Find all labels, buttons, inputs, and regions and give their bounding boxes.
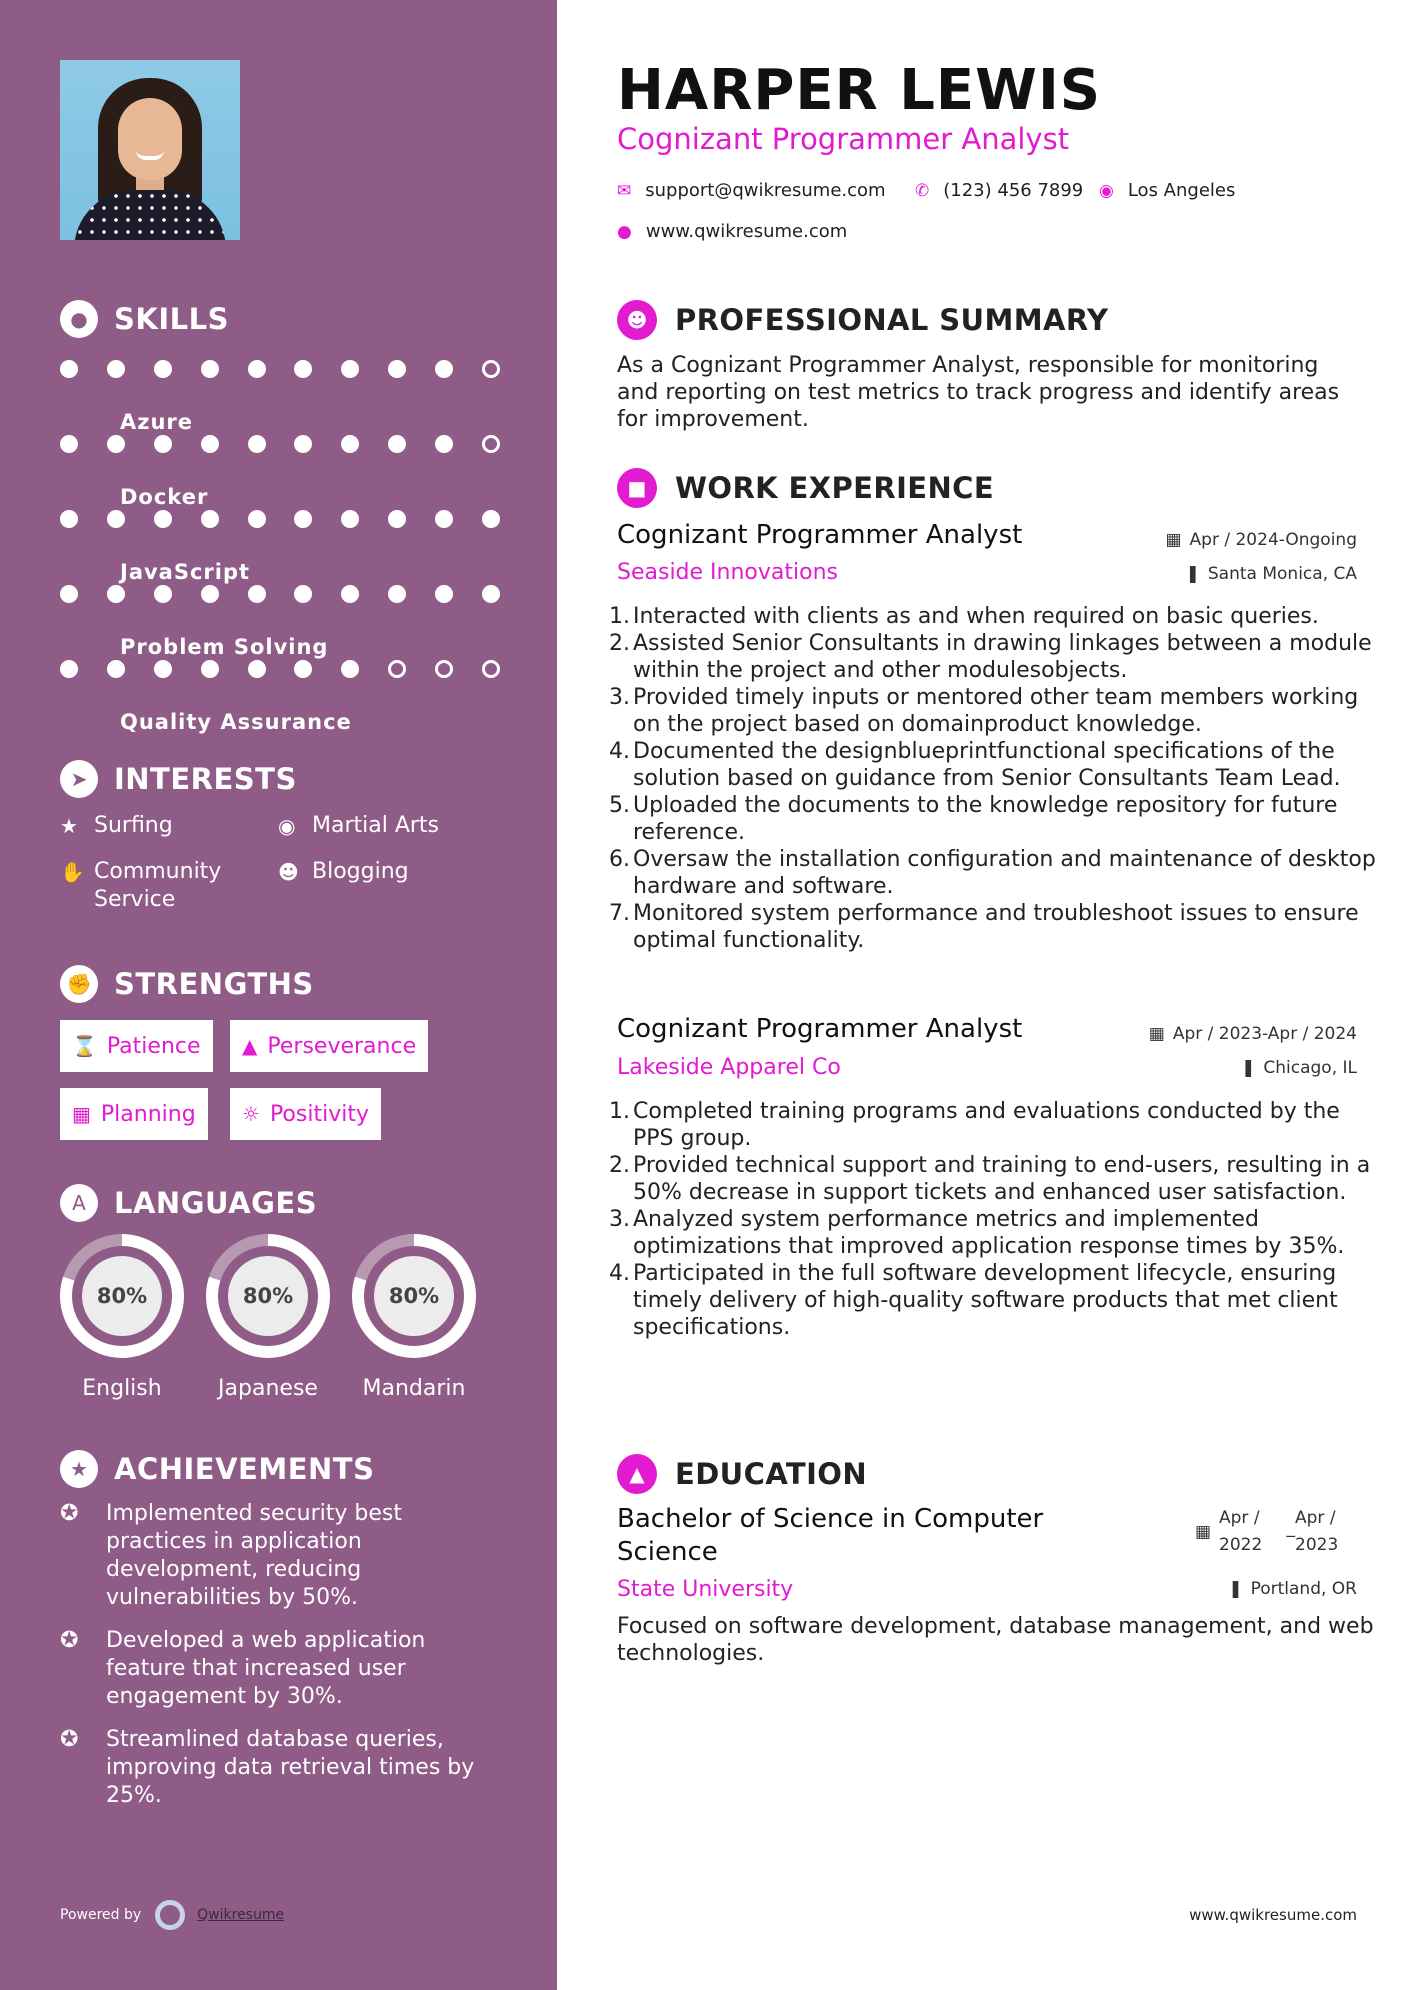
- rating-dot: [435, 510, 453, 528]
- rating-dot: [248, 435, 266, 453]
- job-company: Lakeside Apparel Co: [617, 1055, 841, 1080]
- footer-url[interactable]: www.qwikresume.com: [1189, 1906, 1357, 1924]
- chair-icon: ■: [617, 468, 657, 508]
- language-progress-ring: [60, 1234, 184, 1358]
- language-name: English: [82, 1376, 162, 1401]
- rating-dot: [294, 510, 312, 528]
- achievement-item: ✪ Implemented security best practices in application development, reducing vulnerabilities by 50%.: [60, 1501, 402, 1610]
- language-progress-ring: [206, 1234, 330, 1358]
- sun-icon: ☼: [242, 1102, 260, 1126]
- summary-text: As a Cognizant Programmer Analyst, responsible for monitoring and reporting on test metrics to track progress and identify areas for improvement.: [617, 353, 1340, 432]
- calendar-icon: ▦: [1165, 530, 1182, 550]
- rating-dot: [107, 585, 125, 603]
- shooting-star-icon: ✪: [60, 1628, 79, 1653]
- contact-location: ◉ Los Angeles: [1099, 180, 1236, 201]
- rating-dot: [294, 660, 312, 678]
- globe-icon: ◉: [278, 814, 296, 838]
- rating-dot: [388, 510, 406, 528]
- envelope-icon: ✉: [617, 180, 632, 201]
- strength-tag: ☼ Positivity: [230, 1088, 381, 1140]
- interest-item: ◉ Martial Arts: [278, 813, 440, 838]
- languages-heading: A LANGUAGES: [60, 1184, 317, 1222]
- achievements-heading: ★ ACHIEVEMENTS: [60, 1450, 374, 1488]
- rating-dot: [294, 360, 312, 378]
- globe-icon: ●: [617, 221, 632, 242]
- list-item: 1. Completed training programs and evaluations conducted by the PPS group.: [609, 1099, 1340, 1151]
- language-item: [60, 1234, 184, 1401]
- rating-dot: [294, 585, 312, 603]
- rating-dot: [154, 360, 172, 378]
- paper-plane-icon: ➤: [60, 760, 98, 798]
- lightbulb-icon: ●: [60, 300, 98, 338]
- rating-dot: [60, 435, 78, 453]
- rating-dot: [482, 360, 500, 378]
- skill-rating: [60, 585, 500, 603]
- road-icon: ▲: [242, 1034, 258, 1058]
- rating-dot: [435, 435, 453, 453]
- job-bullets: [609, 603, 1377, 954]
- rating-dot: [435, 360, 453, 378]
- list-item: 4. Documented the designblueprintfunctional specifications of the solution based on guidance from Senior Consultants Team Lead.: [609, 739, 1341, 791]
- language-name: Mandarin: [362, 1376, 466, 1401]
- rating-dot: [482, 510, 500, 528]
- shooting-star-icon: ✪: [60, 1501, 79, 1526]
- strength-tag: ▦ Planning: [60, 1088, 208, 1140]
- rating-dot: [60, 360, 78, 378]
- skill-rating: [60, 435, 500, 453]
- rating-dot: [341, 585, 359, 603]
- skill-item: [60, 352, 500, 434]
- skill-rating: [60, 660, 500, 678]
- rating-dot: [341, 510, 359, 528]
- rating-dot: [435, 660, 453, 678]
- language-progress-ring: [352, 1234, 476, 1358]
- pin-icon: ❚: [1228, 1579, 1243, 1599]
- language-item: [206, 1234, 330, 1401]
- language-percent: 80%: [82, 1256, 162, 1336]
- rating-dot: [341, 660, 359, 678]
- rating-dot: [154, 510, 172, 528]
- rating-dot: [482, 660, 500, 678]
- strength-tag: ▲ Perseverance: [230, 1020, 428, 1072]
- skill-rating: [60, 360, 500, 378]
- rating-dot: [201, 435, 219, 453]
- achievement-item: ✪ Streamlined database queries, improving data retrieval times by 25%.: [60, 1727, 475, 1808]
- language-item: [352, 1234, 476, 1401]
- language-percent: 80%: [374, 1256, 454, 1336]
- rating-dot: [248, 660, 266, 678]
- rating-dot: [201, 360, 219, 378]
- interest-item: ✋ Community Service: [60, 859, 222, 912]
- school-name: State University: [617, 1577, 794, 1602]
- contact-website[interactable]: ● www.qwikresume.com: [617, 221, 848, 242]
- skill-item: [60, 577, 500, 659]
- education-description: Focused on software development, database management, and web technologies.: [617, 1614, 1374, 1666]
- interest-item: ☻ Blogging: [278, 859, 409, 884]
- rating-dot: [341, 435, 359, 453]
- hourglass-icon: ⌛: [72, 1034, 97, 1058]
- interest-item: ★ Surfing: [60, 813, 173, 838]
- rating-dot: [388, 360, 406, 378]
- star-icon: ★: [60, 814, 78, 838]
- language-name: Japanese: [218, 1376, 318, 1401]
- rating-dot: [388, 660, 406, 678]
- rating-dot: [294, 435, 312, 453]
- job-title: Cognizant Programmer Analyst: [617, 1014, 1023, 1044]
- skill-item: [60, 427, 500, 509]
- job-dates: ▦ Apr / 2023-Apr / 2024: [1148, 1024, 1357, 1044]
- strengths-heading: ✊ STRENGTHS: [60, 965, 314, 1003]
- rating-dot: [154, 435, 172, 453]
- main-content: [557, 0, 1407, 1990]
- phone-icon: ✆: [915, 180, 930, 201]
- star-badge-icon: ★: [60, 1450, 98, 1488]
- job-title: Cognizant Programmer Analyst: [617, 520, 1023, 550]
- rating-dot: [60, 660, 78, 678]
- contact-email[interactable]: ✉ support@qwikresume.com: [617, 180, 886, 201]
- list-item: 2. Provided technical support and training to end-users, resulting in a 50% decrease in support tickets and enhanced user satisfaction.: [609, 1153, 1371, 1205]
- powered-by: Powered by Qwikresume: [60, 1900, 284, 1930]
- summary-heading: ☻ PROFESSIONAL SUMMARY: [617, 300, 1108, 340]
- education-heading: ▲ EDUCATION: [617, 1454, 867, 1494]
- rating-dot: [107, 510, 125, 528]
- pin-icon: ❚: [1185, 564, 1200, 584]
- experience-heading: ■ WORK EXPERIENCE: [617, 468, 994, 508]
- pin-icon: ❚: [1241, 1058, 1256, 1078]
- skill-name: JavaScript: [120, 560, 251, 584]
- rating-dot: [201, 585, 219, 603]
- qwikresume-logo-icon: [155, 1900, 185, 1930]
- rating-dot: [107, 435, 125, 453]
- rating-dot: [107, 360, 125, 378]
- skill-item: [60, 652, 500, 734]
- rating-dot: [60, 510, 78, 528]
- candidate-name: HARPER LEWIS: [617, 58, 1102, 123]
- rating-dot: [201, 510, 219, 528]
- education-dates: ▦ Apr / 2022 _ Apr / 2023: [1157, 1505, 1357, 1559]
- list-item: 6. Oversaw the installation configuration and maintenance of desktop hardware and software.: [609, 847, 1376, 899]
- list-item: 1. Interacted with clients as and when required on basic queries.: [609, 604, 1319, 629]
- list-item: 2. Assisted Senior Consultants in drawing linkages between a module within the project and other modulesobjects.: [609, 631, 1372, 683]
- rating-dot: [248, 360, 266, 378]
- skill-rating: [60, 510, 500, 528]
- language-icon: A: [60, 1184, 98, 1222]
- list-item: 3. Analyzed system performance metrics and implemented optimizations that improved application response times by 35%.: [609, 1207, 1345, 1259]
- rating-dot: [482, 435, 500, 453]
- users-icon: ☻: [278, 860, 299, 884]
- language-percent: 80%: [228, 1256, 308, 1336]
- rating-dot: [248, 510, 266, 528]
- job-bullets: [609, 1098, 1377, 1341]
- graduation-icon: ▲: [617, 1454, 657, 1494]
- job-company: Seaside Innovations: [617, 560, 838, 585]
- rating-dot: [482, 585, 500, 603]
- list-item: 7. Monitored system performance and troubleshoot issues to ensure optimal functionality.: [609, 901, 1359, 953]
- shooting-star-icon: ✪: [60, 1727, 79, 1752]
- rating-dot: [60, 585, 78, 603]
- job-location: ❚ Santa Monica, CA: [1185, 564, 1357, 584]
- skill-name: Quality Assurance: [120, 710, 352, 734]
- list-item: 4. Participated in the full software development lifecycle, ensuring timely delivery of high-quality software products that met client specifications.: [609, 1261, 1338, 1340]
- job-location: ❚ Chicago, IL: [1241, 1058, 1357, 1078]
- degree-title: Bachelor of Science in Computer Science: [617, 1504, 1044, 1567]
- hand-icon: ✋: [60, 860, 85, 884]
- interests-heading: ➤ INTERESTS: [60, 760, 297, 798]
- map-pin-icon: ◉: [1099, 180, 1114, 201]
- achievement-item: ✪ Developed a web application feature that increased user engagement by 30%.: [60, 1628, 426, 1709]
- skill-item: [60, 502, 500, 584]
- list-item: 3. Provided timely inputs or mentored other team members working on the project based on domainproduct knowledge.: [609, 685, 1359, 737]
- list-item: 5. Uploaded the documents to the knowledge repository for future reference.: [609, 793, 1338, 845]
- rating-dot: [107, 660, 125, 678]
- calendar-icon: ▦: [1148, 1024, 1165, 1044]
- calendar-icon: ▦: [1194, 1522, 1211, 1542]
- profile-photo: [60, 60, 240, 240]
- skill-name: Azure: [120, 410, 194, 434]
- candidate-role: Cognizant Programmer Analyst: [617, 122, 1070, 156]
- rating-dot: [341, 360, 359, 378]
- calendar-icon: ▦: [72, 1102, 91, 1126]
- skill-name: Problem Solving: [120, 635, 329, 659]
- rating-dot: [154, 585, 172, 603]
- skill-name: Docker: [120, 485, 209, 509]
- rating-dot: [201, 660, 219, 678]
- rating-dot: [154, 660, 172, 678]
- rating-dot: [388, 585, 406, 603]
- sidebar: [0, 0, 557, 1990]
- rating-dot: [248, 585, 266, 603]
- rating-dot: [388, 435, 406, 453]
- brand-link[interactable]: Qwikresume: [197, 1907, 285, 1923]
- strength-tag: ⌛ Patience: [60, 1020, 213, 1072]
- job-dates: ▦ Apr / 2024-Ongoing: [1165, 530, 1357, 550]
- rating-dot: [435, 585, 453, 603]
- fist-icon: ✊: [60, 965, 98, 1003]
- user-icon: ☻: [617, 300, 657, 340]
- education-location: ❚ Portland, OR: [1228, 1579, 1357, 1599]
- skills-heading: ● SKILLS: [60, 300, 229, 338]
- contact-phone[interactable]: ✆ (123) 456 7899: [915, 180, 1084, 201]
